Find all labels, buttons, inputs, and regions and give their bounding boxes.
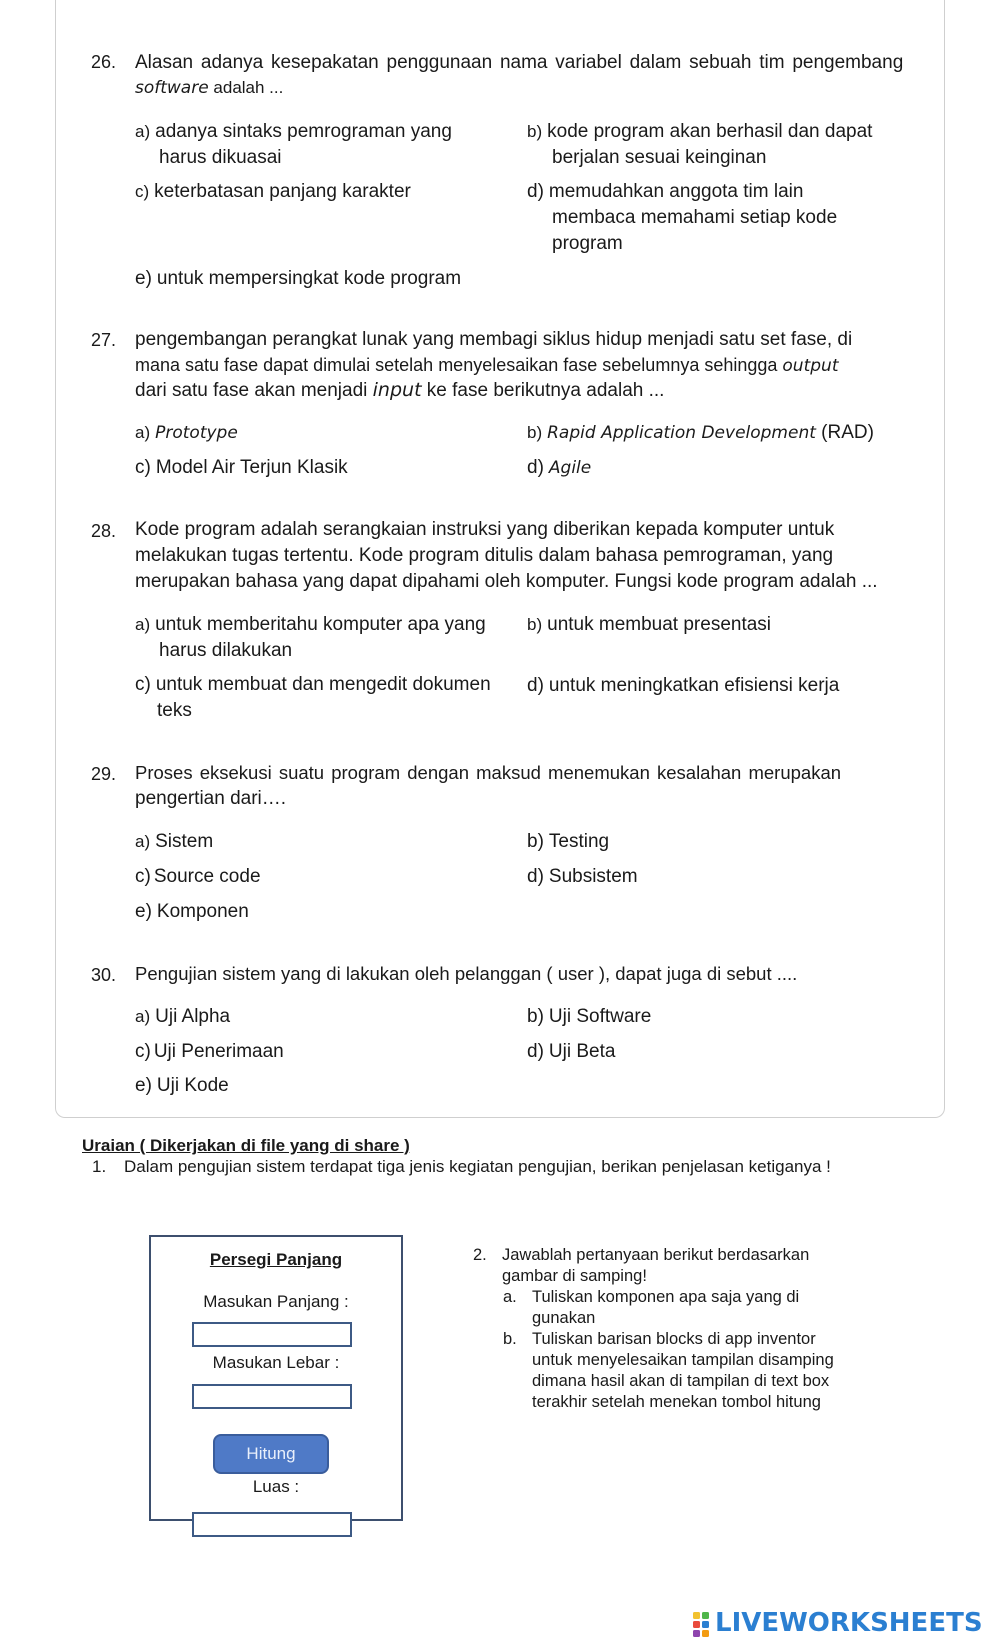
essay-question-text: Dalam pengujian sistem terdapat tiga jenis kegiatan pengujian, berikan penjelasan ketiganya !	[124, 1157, 831, 1176]
form-title: Persegi Panjang	[209, 1250, 343, 1269]
option-a[interactable]: a) Sistem	[135, 831, 214, 852]
option-text: berjalan sesuai keinginan	[552, 147, 767, 168]
question-text: Kode program adalah serangkaian instruksi yang diberikan kepada komputer untuk	[135, 519, 835, 540]
label-luas: Luas :	[252, 1477, 300, 1496]
option-a[interactable]: a) adanya sintaks pemrograman yang	[135, 121, 452, 142]
sub-text: terakhir setelah menekan tombol hitung	[532, 1393, 821, 1411]
option-text: program	[552, 233, 623, 254]
question-text: melakukan tugas tertentu. Kode program ditulis dalam bahasa pemrograman, yang	[135, 545, 834, 566]
question-text: pengembangan perangkat lunak yang membagi siklus hidup menjadi satu set fase, di	[135, 329, 853, 350]
option-text: harus dikuasai	[159, 147, 282, 168]
sub-text: Tuliskan barisan blocks di app inventor	[532, 1330, 816, 1348]
option-text: teks	[157, 700, 192, 721]
input-lebar[interactable]	[192, 1384, 352, 1409]
brand-text: LIVEWORKSHEETS	[715, 1608, 983, 1638]
option-e[interactable]: e) Komponen	[135, 901, 249, 922]
option-text: harus dilakukan	[159, 640, 293, 661]
question-number: 30.	[91, 965, 117, 985]
essay-q2-number: 2.	[473, 1246, 487, 1264]
option-b[interactable]: b) Testing	[527, 831, 610, 852]
option-c[interactable]: c) keterbatasan panjang karakter	[135, 181, 411, 202]
option-d[interactable]: d) memudahkan anggota tim lain	[527, 181, 804, 202]
option-c[interactable]: c) Model Air Terjun Klasik	[135, 457, 348, 478]
question-text: mana satu fase dapat dimulai setelah menyelesaikan fase sebelumnya sehingga output	[135, 355, 839, 376]
liveworksheets-brand[interactable]	[693, 1606, 988, 1644]
option-text: membaca memahami setiap kode	[552, 207, 838, 228]
question-text: pengertian dari….	[135, 788, 287, 809]
option-e[interactable]: e) untuk mempersingkat kode program	[135, 268, 462, 289]
output-luas[interactable]	[192, 1512, 352, 1537]
option-c[interactable]: c) untuk membuat dan mengedit dokumen	[135, 674, 491, 695]
question-text: Alasan adanya kesepakatan penggunaan nama variabel dalam sebuah tim pengembang	[135, 52, 904, 73]
option-d[interactable]: d) Agile	[527, 457, 592, 478]
sub-text: untuk menyelesaikan tampilan disamping	[532, 1351, 834, 1369]
option-b[interactable]: b) Uji Software	[527, 1006, 652, 1027]
sub-label: b.	[503, 1330, 517, 1348]
question-text: Pengujian sistem yang di lakukan oleh pelanggan ( user ), dapat juga di sebut ....	[135, 963, 798, 984]
question-text: merupakan bahasa yang dapat dipahami oleh komputer. Fungsi kode program adalah ...	[135, 571, 878, 592]
option-a[interactable]: a) untuk memberitahu komputer apa yang	[135, 614, 486, 635]
option-d[interactable]: d) Subsistem	[527, 866, 638, 887]
question-number: 29.	[91, 764, 117, 784]
question-number: 26.	[91, 52, 117, 72]
question-text: Proses eksekusi suatu program dengan maksud menemukan kesalahan merupakan	[135, 762, 842, 783]
sub-text: gunakan	[532, 1309, 596, 1327]
option-d[interactable]: d) Uji Beta	[527, 1041, 616, 1062]
option-d[interactable]: d) untuk meningkatkan efisiensi kerja	[527, 675, 840, 696]
option-c[interactable]: c) Source code	[135, 866, 261, 887]
hitung-button[interactable]: Hitung	[213, 1434, 329, 1474]
sub-label: a.	[503, 1288, 517, 1306]
option-e[interactable]: e) Uji Kode	[135, 1075, 229, 1096]
question-number: 27.	[91, 330, 117, 350]
option-b[interactable]: b) untuk membuat presentasi	[527, 614, 772, 635]
option-a[interactable]: a) Prototype	[135, 423, 238, 443]
sub-text: dimana hasil akan di tampilan di text box	[532, 1372, 830, 1390]
option-a[interactable]: a) Uji Alpha	[135, 1006, 231, 1027]
essay-title: Uraian ( Dikerjakan di file yang di share )	[82, 1136, 410, 1155]
option-b[interactable]: b) Rapid Application Development (RAD)	[527, 422, 874, 443]
option-b[interactable]: b) kode program akan berhasil dan dapat	[527, 121, 873, 142]
label-panjang: Masukan Panjang :	[203, 1292, 349, 1311]
question-text: software adalah ...	[135, 78, 284, 98]
option-c[interactable]: c) Uji Penerimaan	[135, 1041, 284, 1062]
essay-question-number: 1.	[92, 1157, 107, 1176]
question-text: dari satu fase akan menjadi input ke fase berikutnya adalah ...	[135, 379, 665, 401]
input-panjang[interactable]	[192, 1322, 352, 1347]
sub-text: Tuliskan komponen apa saja yang di	[532, 1288, 800, 1306]
essay-q2-text: Jawablah pertanyaan berikut berdasarkan	[502, 1246, 810, 1264]
label-lebar: Masukan Lebar :	[212, 1353, 340, 1372]
essay-q2-text: gambar di samping!	[502, 1267, 647, 1285]
question-number: 28.	[91, 521, 117, 541]
